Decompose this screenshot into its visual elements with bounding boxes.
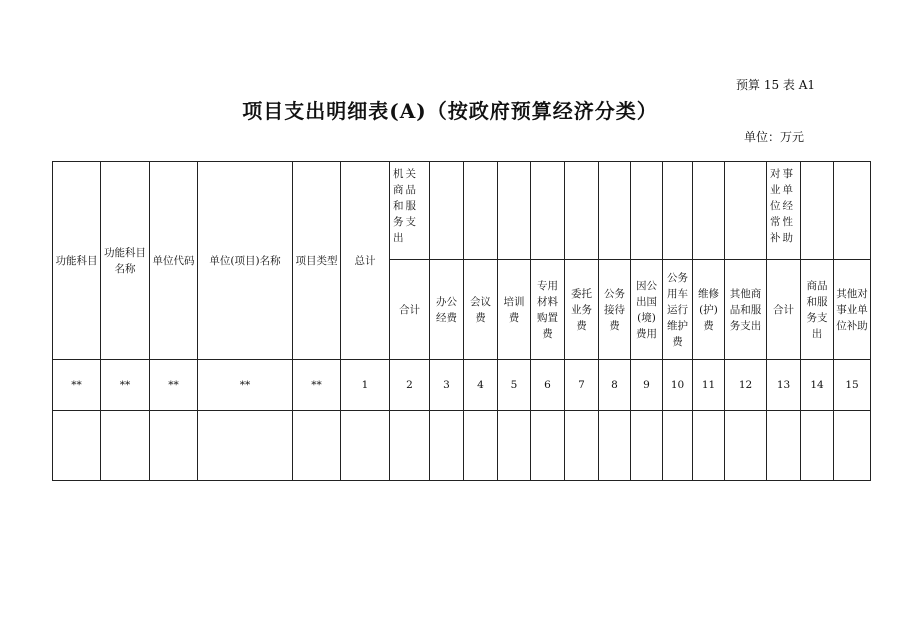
data-cell[interactable] <box>663 411 693 481</box>
code-cell: 15 <box>834 360 871 411</box>
unit-label: 单位：万元 <box>744 130 805 144</box>
data-cell[interactable] <box>725 411 767 481</box>
code-cell: ** <box>101 360 150 411</box>
header-empty <box>498 162 531 260</box>
code-cell: 6 <box>531 360 565 411</box>
code-cell: ** <box>150 360 198 411</box>
data-cell[interactable] <box>101 411 150 481</box>
header-empty <box>531 162 565 260</box>
data-cell[interactable] <box>150 411 198 481</box>
header-empty <box>693 162 725 260</box>
data-cell[interactable] <box>198 411 293 481</box>
header-reception: 公务接待费 <box>599 260 631 360</box>
header-goods-services: 商品和服务支出 <box>801 260 834 360</box>
code-cell: 4 <box>464 360 498 411</box>
code-cell: 12 <box>725 360 767 411</box>
data-cell[interactable] <box>599 411 631 481</box>
code-cell: ** <box>293 360 341 411</box>
header-entrust: 委托业务费 <box>565 260 599 360</box>
data-cell[interactable] <box>565 411 599 481</box>
header-empty <box>663 162 693 260</box>
header-training: 培训费 <box>498 260 531 360</box>
header-group-subsidy: 对事业单位经常性补助 <box>767 162 801 260</box>
data-cell[interactable] <box>430 411 464 481</box>
header-meeting: 会议费 <box>464 260 498 360</box>
data-cell[interactable] <box>293 411 341 481</box>
header-empty <box>565 162 599 260</box>
code-cell: 11 <box>693 360 725 411</box>
header-unit-code: 单位代码 <box>150 162 198 360</box>
data-cell[interactable] <box>631 411 663 481</box>
data-cell[interactable] <box>693 411 725 481</box>
page-title: 项目支出明细表(A)（按政府预算经济分类） <box>242 99 658 123</box>
header-empty <box>801 162 834 260</box>
header-group-org-goods: 机关商品和服务支出 <box>390 162 430 260</box>
header-materials: 专用材料购置费 <box>531 260 565 360</box>
header-row-groups <box>53 162 871 260</box>
code-cell: 2 <box>390 360 430 411</box>
data-cell[interactable] <box>801 411 834 481</box>
code-cell: 1 <box>341 360 390 411</box>
header-empty <box>631 162 663 260</box>
header-empty <box>725 162 767 260</box>
code-cell: 3 <box>430 360 464 411</box>
code-cell: 14 <box>801 360 834 411</box>
header-empty <box>834 162 871 260</box>
header-maintenance: 维修(护)费 <box>693 260 725 360</box>
data-cell[interactable] <box>834 411 871 481</box>
code-cell: 9 <box>631 360 663 411</box>
header-project-type: 项目类型 <box>293 162 341 360</box>
data-cell[interactable] <box>53 411 101 481</box>
header-office: 办公经费 <box>430 260 464 360</box>
data-cell[interactable] <box>767 411 801 481</box>
header-unit-project-name: 单位(项目)名称 <box>198 162 293 360</box>
code-cell: 8 <box>599 360 631 411</box>
code-row <box>53 360 871 411</box>
header-other-subsidy: 其他对事业单位补助 <box>834 260 871 360</box>
header-other-goods: 其他商品和服务支出 <box>725 260 767 360</box>
code-cell: 5 <box>498 360 531 411</box>
header-total: 总计 <box>341 162 390 360</box>
header-empty <box>599 162 631 260</box>
header-empty <box>464 162 498 260</box>
header-org-total: 合计 <box>390 260 430 360</box>
budget-table <box>52 161 871 481</box>
code-cell: ** <box>198 360 293 411</box>
header-func-subject: 功能科目 <box>53 162 101 360</box>
header-abroad: 因公出国(境)费用 <box>631 260 663 360</box>
header-func-subject-name: 功能科目名称 <box>101 162 150 360</box>
header-vehicle: 公务用车运行维护费 <box>663 260 693 360</box>
header-empty <box>430 162 464 260</box>
data-cell[interactable] <box>464 411 498 481</box>
code-cell: 7 <box>565 360 599 411</box>
data-cell[interactable] <box>390 411 430 481</box>
code-cell: 10 <box>663 360 693 411</box>
header-subsidy-total: 合计 <box>767 260 801 360</box>
data-cell[interactable] <box>531 411 565 481</box>
code-cell: 13 <box>767 360 801 411</box>
code-cell: ** <box>53 360 101 411</box>
data-row-empty <box>53 411 871 481</box>
table-code: 预算 15 表 A1 <box>736 78 816 92</box>
data-cell[interactable] <box>341 411 390 481</box>
data-cell[interactable] <box>498 411 531 481</box>
